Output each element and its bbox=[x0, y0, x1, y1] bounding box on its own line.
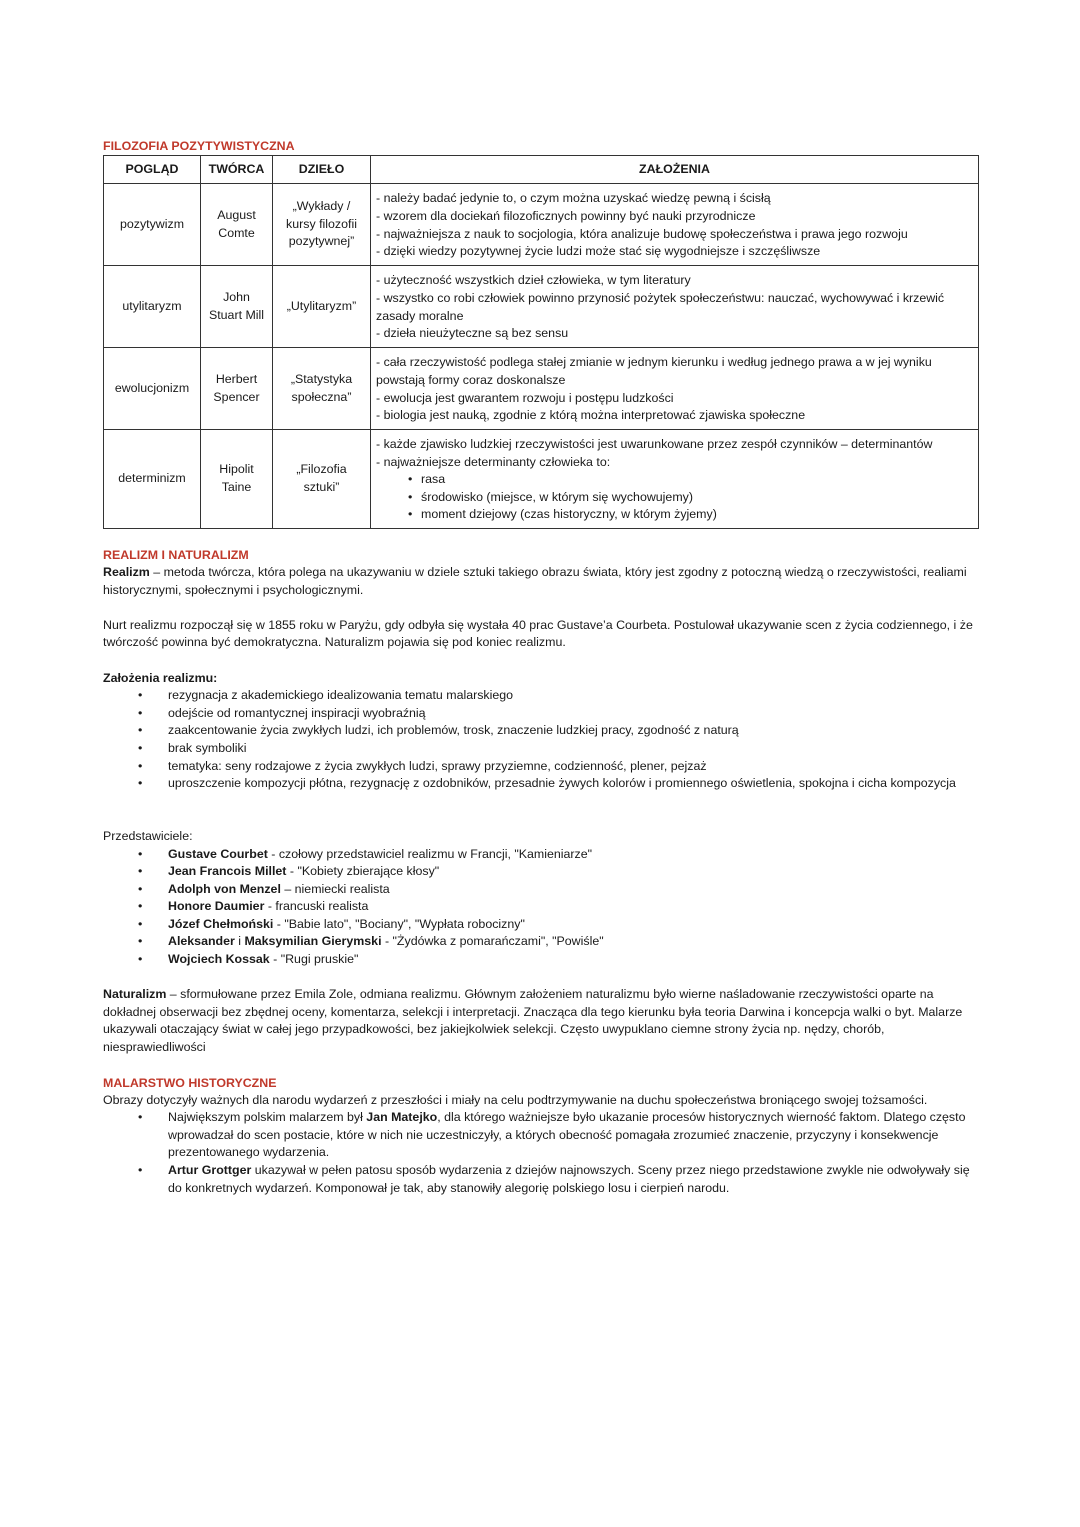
section-heading-realizm: REALIZM I NATURALIZM bbox=[103, 548, 249, 562]
zalozenie-line: - wzorem dla dociekań filozoficznych powinny być nauki przyrodnicze bbox=[376, 208, 756, 223]
section-heading-filozofia: FILOZOFIA POZYTYWISTYCZNA bbox=[103, 139, 295, 153]
artist-desc: - "Babie lato", "Bociany", "Wypłata robocizny" bbox=[273, 916, 525, 931]
artist-name: Aleksander bbox=[168, 934, 235, 949]
cell-zalozenia bbox=[371, 348, 979, 430]
artist-conj: i bbox=[234, 934, 245, 949]
cell-zalozenia bbox=[371, 184, 979, 266]
artist-desc: - "Żydówka z pomarańczami", "Powiśle" bbox=[381, 934, 604, 949]
table-header-row bbox=[104, 156, 979, 184]
section-heading-malarstwo: MALARSTWO HISTORYCZNE bbox=[103, 1075, 277, 1090]
artist-name: Maksymilian Gierymski bbox=[244, 934, 382, 949]
column-header: POGLĄD bbox=[104, 156, 201, 184]
naturalizm-term: Naturalizm bbox=[103, 987, 167, 1002]
zalozenia-heading bbox=[103, 670, 978, 688]
cell-tworca: John Stuart Mill bbox=[201, 266, 273, 348]
artist-name: Honore Daumier bbox=[168, 899, 265, 914]
list-item bbox=[103, 898, 978, 916]
cell-tworca: Herbert Spencer bbox=[201, 348, 273, 430]
list-item bbox=[103, 1109, 978, 1162]
philosophy-table bbox=[103, 155, 979, 529]
zalozenia-list bbox=[103, 687, 978, 793]
item-rest: , dla którego ważniejsze było ukazanie procesów historycznych wierność faktom. Dlatego często wprowadzał do scen postacie, które w nich nie uczestniczyły, a których obecność pomagała zrozumieć znaczenie, przyczyny i konsekwencje prezentowanego wydarzenia. bbox=[168, 1110, 966, 1160]
zalozenie-line: - wszystko co robi człowiek powinno przynosić pożytek społeczeństwu: nauczać, wychowywać i krzewić zasady moralne bbox=[376, 290, 945, 323]
list-item: • tematyka: seny rodzajowe z życia zwykłych ludzi, sprawy przyziemne, codzienność, plener, pejzaż bbox=[103, 758, 978, 776]
list-item: • zaakcentowanie życia zwykłych ludzi, ich problemów, trosk, znaczenie ludzkiej pracy, zgodność z naturą bbox=[103, 722, 978, 740]
artist-name: Józef Chełmoński bbox=[168, 916, 274, 931]
nurt-paragraph: Nurt realizmu rozpoczął się w 1855 roku w Paryżu, gdy odbyła się wystała 40 prac Gustave’a Courbeta. Postulował ukazywanie scen z życia codziennego, i że twórczość powinna być demokratyczna. Naturalizm pojawia się pod koniec realizmu. bbox=[103, 617, 973, 650]
zalozenie-line: - użyteczność wszystkich dzieł człowieka, w tym literatury bbox=[376, 273, 691, 288]
zalozenie-line: - każde zjawisko ludzkiej rzeczywistości jest uwarunkowane przez zespół czynników – determinantów bbox=[376, 437, 933, 452]
artist-desc: - "Rugi pruskie" bbox=[269, 952, 359, 967]
cell-poglad: ewolucjonizm bbox=[104, 348, 201, 430]
zalozenie-line: - należy badać jedynie to, o czym można uzyskać wiedzę pewną i ścisłą bbox=[376, 191, 771, 206]
malarstwo-intro: Obrazy dotyczyły ważnych dla narodu wydarzeń z przeszłości i miały na celu podtrzymywanie na duchu społeczeństwa broniącego swojej tożsamości. bbox=[103, 1092, 928, 1107]
cell-poglad: pozytywizm bbox=[104, 184, 201, 266]
cell-dzielo: „Statystyka społeczna” bbox=[273, 348, 371, 430]
zalozenie-line: - dzięki wiedzy pozytywnej życie ludzi może stać się wygodniejsze i szczęśliwsze bbox=[376, 244, 821, 259]
przedstawiciele-heading: Przedstawiciele: bbox=[103, 828, 193, 843]
realizm-def-text: – metoda twórcza, która polega na ukazywaniu w dziele sztuki takiego obrazu świata, który jest zgodny z potoczną wiedzą o rzeczywistości, realiami historycznymi, społecznymi i psychologicznymi. bbox=[103, 565, 967, 597]
list-item: • odejście od romantycznej inspiracji wyobraźnią bbox=[103, 705, 978, 723]
zalozenie-line: - najważniejsze determinanty człowieka to: bbox=[376, 454, 611, 469]
artist-desc: - "Kobiety zbierające kłosy" bbox=[286, 864, 440, 879]
naturalizm-def-text: – sformułowane przez Emila Zole, odmiana realizmu. Głównym założeniem naturalizmu było wierne naśladowanie rzeczywistości oparte na dokładnej obserwacji bez zbędnej oceny, komentarza, selekcji i interpretacji. Znacząca dla tego kierunku była teoria Darwina i koncepcja walki o byt. Malarze ukazywali otaczający świat w całej jego przypadkowości, bez jakiejkolwiek selekcji. Często uwypuklano ciemne strony życia np. nędzy, chorób, niesprawiedliwości bbox=[103, 987, 963, 1055]
artist-name: Jean Francois Millet bbox=[168, 864, 287, 879]
zalozenie-line: - ewolucja jest gwarantem rozwoju i postępu ludzkości bbox=[376, 390, 674, 405]
determinant-item: • moment dziejowy (czas historyczny, w którym żyjemy) bbox=[376, 506, 974, 524]
artist-name: Artur Grottger bbox=[168, 1163, 252, 1177]
cell-dzielo: „Filozofia sztuki” bbox=[273, 430, 371, 529]
document-page bbox=[103, 138, 978, 1197]
realizm-term: Realizm bbox=[103, 565, 150, 579]
artist-desc: - francuski realista bbox=[264, 899, 369, 914]
list-item bbox=[103, 846, 978, 864]
artist-name: Gustave Courbet bbox=[168, 846, 268, 861]
cell-poglad: determinizm bbox=[104, 430, 201, 529]
cell-dzielo: „Wykłady / kursy filozofii pozytywnej” bbox=[273, 184, 371, 266]
artist-desc: – niemiecki realista bbox=[280, 881, 390, 896]
item-pre: Największym polskim malarzem był bbox=[168, 1110, 367, 1125]
column-header: ZAŁOŻENIA bbox=[371, 156, 979, 184]
zalozenie-line: - najważniejsza z nauk to socjologia, która analizuje budowę społeczeństwa i prawa jego rozwoju bbox=[376, 226, 908, 241]
list-item bbox=[103, 881, 978, 899]
zalozenie-line: - cała rzeczywistość podlega stałej zmianie w jednym kierunku i według jednego prawa a w jej wyniku powstają formy coraz doskonalsze bbox=[376, 355, 932, 387]
cell-zalozenia bbox=[371, 266, 979, 348]
list-item bbox=[103, 916, 978, 934]
zalozenia-heading-text: Założenia realizmu: bbox=[103, 670, 218, 685]
determinant-item: • środowisko (miejsce, w którym się wychowujemy) bbox=[376, 489, 974, 507]
table-row bbox=[104, 184, 979, 266]
list-item: • brak symboliki bbox=[103, 740, 978, 758]
list-item bbox=[103, 951, 978, 969]
naturalizm-definition bbox=[103, 986, 978, 1056]
cell-poglad: utylitaryzm bbox=[104, 266, 201, 348]
realizm-definition bbox=[103, 564, 978, 599]
table-row bbox=[104, 348, 979, 430]
cell-dzielo: „Utylitaryzm” bbox=[273, 266, 371, 348]
table-row bbox=[104, 430, 979, 529]
table-row bbox=[104, 266, 979, 348]
cell-tworca: Hipolit Taine bbox=[201, 430, 273, 529]
cell-tworca: August Comte bbox=[201, 184, 273, 266]
list-item bbox=[103, 1162, 978, 1197]
artist-name: Adolph von Menzel bbox=[168, 881, 281, 896]
zalozenie-line: - dzieła nieużyteczne są bez sensu bbox=[376, 326, 569, 341]
przedstawiciele-list bbox=[103, 846, 978, 969]
artist-name: Jan Matejko bbox=[366, 1110, 438, 1125]
malarstwo-list bbox=[103, 1109, 978, 1197]
list-item bbox=[103, 863, 978, 881]
zalozenie-line: - biologia jest nauką, zgodnie z którą można interpretować zjawiska społeczne bbox=[376, 408, 806, 423]
column-header: TWÓRCA bbox=[201, 156, 273, 184]
list-item: • rezygnacja z akademickiego idealizowania tematu malarskiego bbox=[103, 687, 978, 705]
artist-name: Wojciech Kossak bbox=[168, 952, 270, 967]
list-item bbox=[103, 933, 978, 951]
cell-zalozenia bbox=[371, 430, 979, 529]
determinant-item: • rasa bbox=[376, 471, 974, 489]
list-item: • uproszczenie kompozycji płótna, rezygnację z ozdobników, przesadnie żywych kolorów i promiennego oświetlenia, spokojna i cicha kompozycja bbox=[103, 775, 978, 793]
artist-desc: - czołowy przedstawiciel realizmu w Francji, "Kamieniarze" bbox=[267, 846, 593, 861]
column-header: DZIEŁO bbox=[273, 156, 371, 184]
item-rest: ukazywał w pełen patosu sposób wydarzenia z dziejów najnowszych. Sceny przez niego przedstawione zwykle nie odwoływały się do konkretnych wydarzeń. Komponował je tak, aby stanowiły alegorię polskiego losu i cierpień narodu. bbox=[168, 1163, 970, 1195]
